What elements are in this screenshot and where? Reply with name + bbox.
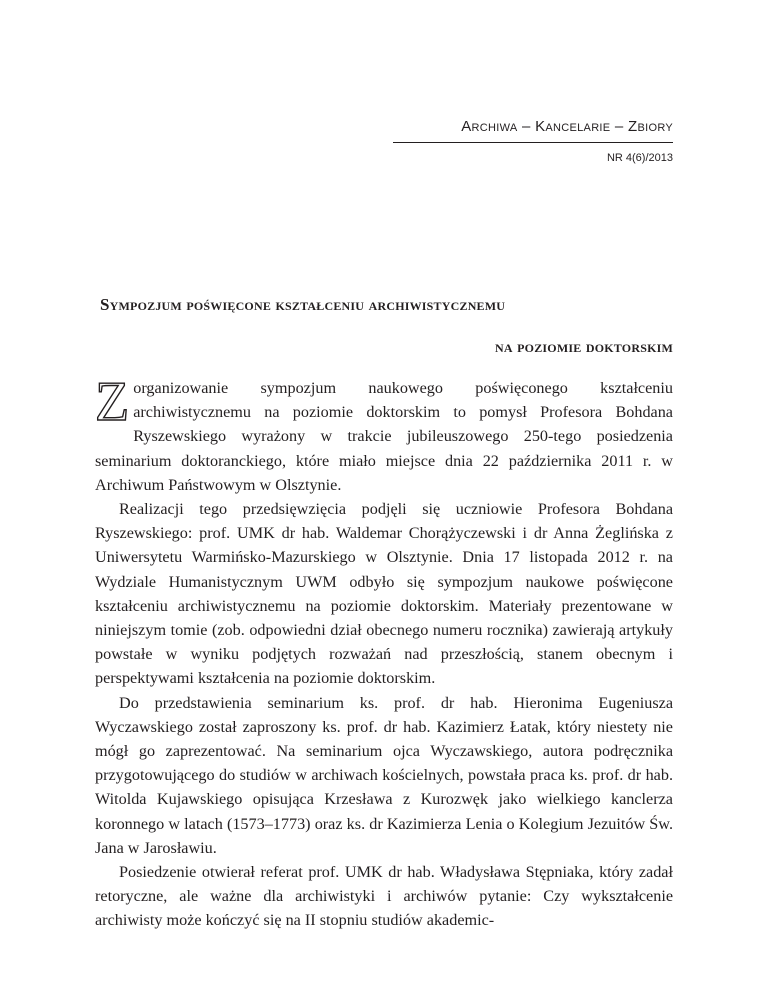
paragraph-3: Do przedstawienia seminarium ks. prof. dr hab. Hieronima Eugeniusza Wyczawskiego został zaproszony ks. prof. dr hab. Kazimierz Łatak, który niestety nie mógł go zaprezentować. Na seminarium ojca Wyczawskiego, autora podręcznika przygotowującego do studiów w archiwach kościelnych, powstała praca ks. prof. dr hab. Witolda Kujawskiego opisująca Krzesława z Kurozwęk jako wielkiego kanclerza koronnego w latach (1573–1773) oraz ks. dr Kazimierza Lenia o Kolegium Jezuitów Św. Jana w Jarosławiu. bbox=[95, 693, 673, 857]
running-header bbox=[393, 118, 673, 164]
issue-number: NR 4(6)/2013 bbox=[606, 152, 673, 164]
paragraph-1 bbox=[95, 371, 673, 497]
journal-title: Archiwa – Kancelarie – Zbiory bbox=[393, 118, 673, 143]
drop-cap: Z bbox=[95, 371, 130, 433]
paragraph-4: Posiedzenie otwierał referat prof. UMK dr hab. Władysława Stępniaka, który zadał retoryczne, ale ważne dla archiwistyki i archiwów pytanie: Czy wykształcenie archiwisty może kończyć się na II stopniu studiów akademic- bbox=[95, 863, 673, 930]
paragraph-1-text: organizowanie sympozjum naukowego poświęconego kształceniu archiwistycznemu na poziomie doktorskim to pomysł Profesora Bohdana Ryszewskiego wyrażony w trakcie jubileuszowego 250-tego posiedzenia seminarium doktoranckiego, które miało miejsce dnia 22 października 2011 r. w Archiwum Państwowym w Olsztynie. bbox=[95, 379, 673, 494]
article-body bbox=[95, 371, 673, 933]
paragraph-2: Realizacji tego przedsięwzięcia podjęli się uczniowie Profesora Bohdana Ryszewskiego: prof. UMK dr hab. Waldemar Chorążyczewski i dr Anna Żeglińska z Uniwersytetu Warmińsko-Mazurskiego w Olsztynie. Dnia 17 listopada 2012 r. na Wydziale Humanistycznym UWM odbyło się sympozjum naukowe poświęcone kształceniu archiwistycznemu na poziomie doktorskim. Materiały prezentowane w niniejszym tomie (zob. odpowiedni dział obecnego numeru rocznika) zawierają artykuły powstałe w wyniku podjętych rozważań nad przeszłością, stanem obecnym i perspektywami kształcenia na poziomie doktorskim. bbox=[95, 500, 673, 688]
article-title-line-2: na poziomie doktorskim bbox=[494, 337, 673, 356]
article-title-line-1: Sympozjum poświęcone kształceniu archiwistycznemu bbox=[100, 295, 506, 314]
article-title bbox=[100, 284, 673, 368]
